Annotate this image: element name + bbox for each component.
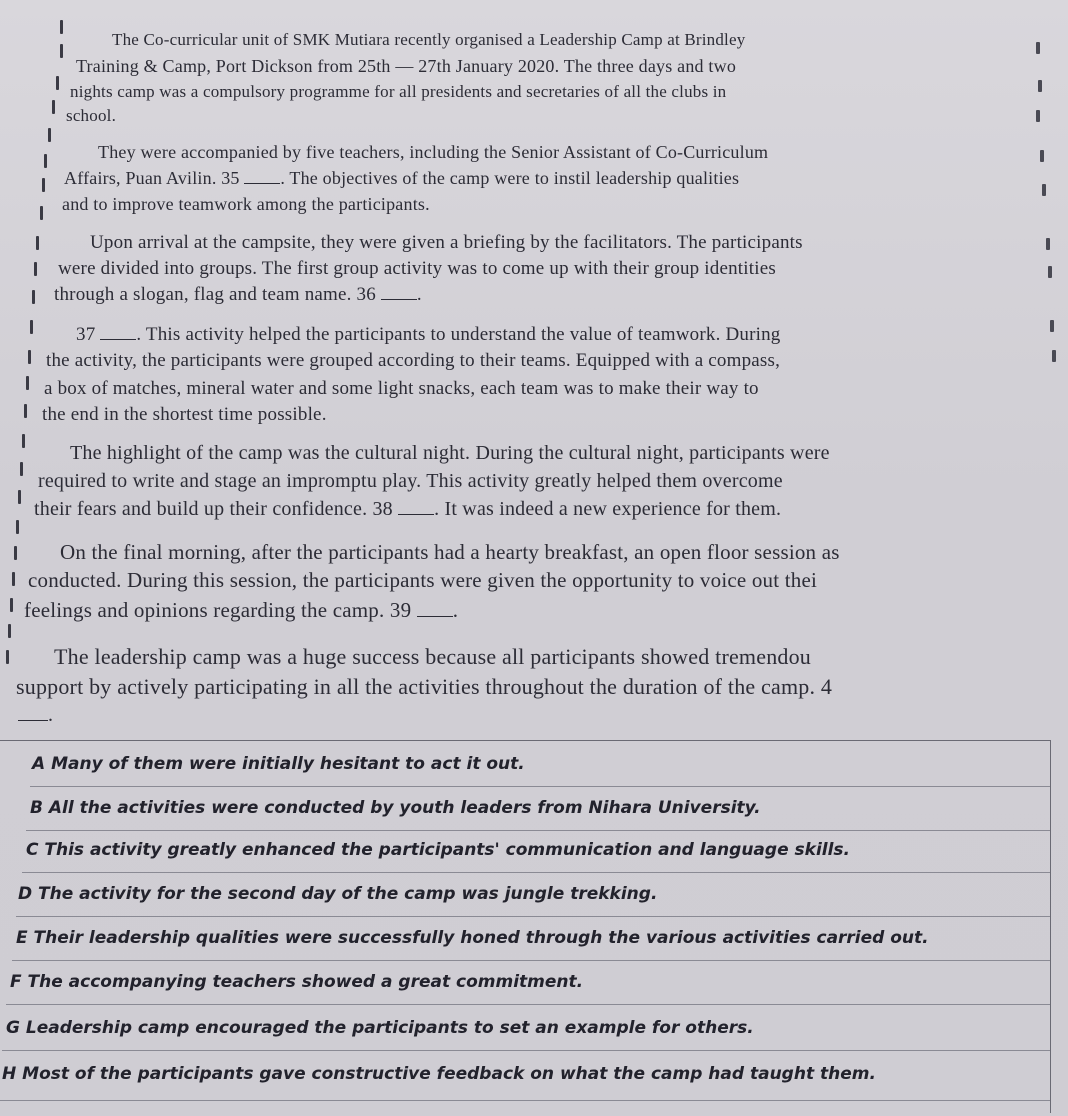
binder-mark [12,572,15,586]
option-divider [26,830,1050,831]
passage-line [76,324,781,346]
passage-line-text: . It was indeed a new experience for them. [434,498,782,520]
passage-line: Training & Camp, Port Dickson from 25th — 27th January 2020. The three days and two [76,56,737,76]
binder-mark [24,404,27,418]
passage-line [34,498,781,521]
binder-mark [20,462,23,476]
binder-mark [1048,266,1052,278]
option-divider [12,960,1050,961]
answer-blank-36[interactable] [381,285,417,300]
option-g[interactable]: G Leadership camp encouraged the participants to set an example for others. [6,1018,754,1038]
binder-mark [36,236,39,250]
option-divider [0,1100,1050,1101]
binder-mark [1038,80,1042,92]
passage-line: school. [66,106,117,125]
binder-mark [28,350,31,364]
option-divider [2,1050,1050,1051]
answer-blank-38[interactable] [398,500,434,515]
passage-line: The leadership camp was a huge success because all participants showed tremendou [54,644,812,669]
passage-line-text: through a slogan, flag and team name. 36 [54,284,376,305]
option-divider [16,916,1050,917]
answer-blank-35[interactable] [244,169,280,184]
option-divider [30,786,1050,787]
option-a[interactable]: A Many of them were initially hesitant to act it out. [32,754,525,774]
passage-line-text: their fears and build up their confidence. 38 [34,498,393,520]
binder-mark [42,178,45,192]
passage-line-text: . The objectives of the camp were to instil leadership qualities [280,168,740,188]
answer-blank-37[interactable] [100,325,136,340]
passage-line-text: . [416,284,422,305]
passage-line-text: . This activity helped the participants to understand the value of teamwork. During [136,324,781,345]
answer-blank-40[interactable] [18,706,48,721]
passage-line: On the final morning, after the participants had a hearty breakfast, an open floor session as [60,540,840,564]
binder-mark [1050,320,1054,332]
binder-mark [8,624,11,638]
passage-line: nights camp was a compulsory programme for all presidents and secretaries of all the clubs in [70,82,727,101]
passage-line: They were accompanied by five teachers, including the Senior Assistant of Co-Curriculum [98,142,769,162]
passage-line: were divided into groups. The first group activity was to come up with their group identities [58,258,776,279]
option-h[interactable]: H Most of the participants gave constructive feedback on what the camp had taught them. [2,1064,876,1084]
option-b[interactable]: B All the activities were conducted by youth leaders from Nihara University. [30,798,761,818]
passage-line: conducted. During this session, the participants were given the opportunity to voice out thei [28,568,818,592]
binder-mark [22,434,25,448]
binder-mark [10,598,13,612]
passage-line: Upon arrival at the campsite, they were given a briefing by the facilitators. The participants [90,232,803,253]
passage-line [64,168,739,189]
binder-mark [1046,238,1050,250]
binder-mark [18,490,21,504]
passage-line-text: . [452,598,459,622]
binder-mark [52,100,55,114]
passage-line: and to improve teamwork among the participants. [62,194,430,214]
passage-line-text: 37 [76,324,96,345]
passage-line-text: . [48,704,54,726]
passage-line-text: Affairs, Puan Avilin. 35 [64,168,240,188]
passage-line: a box of matches, mineral water and some light snacks, each team was to make their way to [44,378,759,399]
answer-blank-39[interactable] [417,602,453,617]
option-divider [22,872,1050,873]
binder-mark [34,262,37,276]
passage-line: required to write and stage an impromptu play. This activity greatly helped them overcome [38,470,783,492]
option-e[interactable]: E Their leadership qualities were successfully honed through the various activities carried out. [16,928,929,948]
binder-mark [1052,350,1056,362]
passage-line: The highlight of the camp was the cultural night. During the cultural night, participants were [70,442,830,464]
binder-mark [16,520,19,534]
binder-mark [26,376,29,390]
passage-line: the end in the shortest time possible. [42,404,327,425]
binder-mark [60,20,63,34]
binder-mark [6,650,9,664]
passage-line: The Co-curricular unit of SMK Mutiara recently organised a Leadership Camp at Brindley [112,30,746,49]
passage-line [24,598,458,623]
answer-options-box [0,740,1051,1113]
passage-line [54,284,422,306]
passage-line [18,704,53,727]
binder-mark [40,206,43,220]
passage-line-text: feelings and opinions regarding the camp. 39 [24,598,412,622]
binder-mark [1036,110,1040,122]
passage-line: the activity, the participants were grouped according to their teams. Equipped with a compass, [46,350,781,371]
binder-mark [14,546,17,560]
binder-mark [56,76,59,90]
binder-mark [44,154,47,168]
binder-mark [1036,42,1040,54]
option-d[interactable]: D The activity for the second day of the camp was jungle trekking. [18,884,658,904]
option-divider [6,1004,1050,1005]
passage-line: support by actively participating in all the activities throughout the duration of the camp. 4 [16,674,833,699]
binder-mark [48,128,51,142]
binder-mark [30,320,33,334]
binder-mark [1040,150,1044,162]
binder-mark [60,44,63,58]
binder-mark [32,290,35,304]
option-c[interactable]: C This activity greatly enhanced the participants' communication and language skills. [26,840,851,860]
binder-mark [1042,184,1046,196]
option-f[interactable]: F The accompanying teachers showed a great commitment. [10,972,584,992]
